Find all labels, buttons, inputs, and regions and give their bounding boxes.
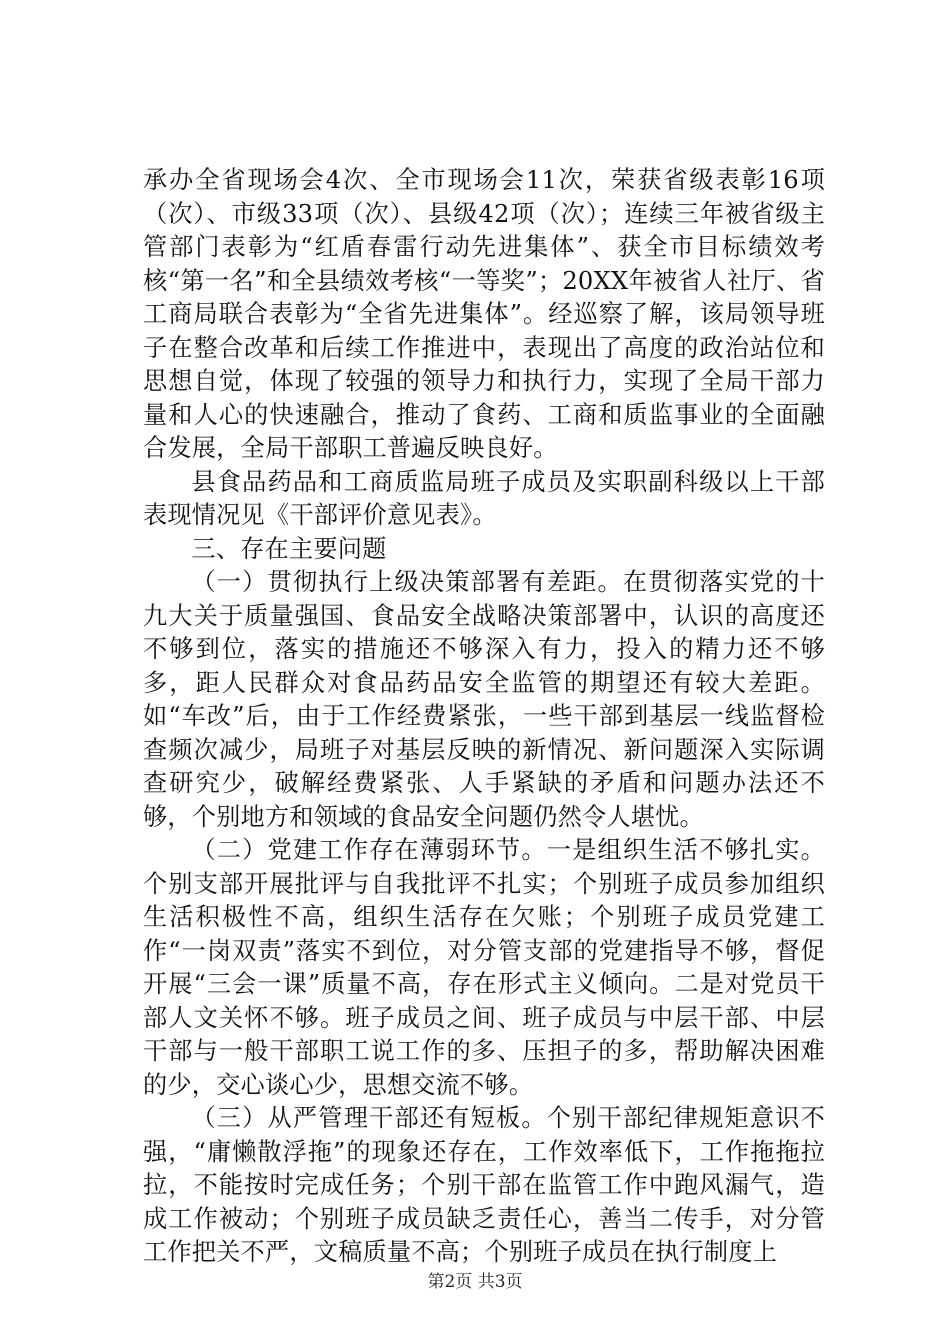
paragraph-problem-1: （一）贯彻执行上级决策部署有差距。在贯彻落实党的十九大关于质量强国、食品安全战略决策部署中，认识的高度还不够到位，落实的措施还不够深入有力，投入的精力还不够多，距人民群众对食品药品安全监管的期望还有较大差距。如“车改”后，由于工作经费紧张，一些干部到基层一线监督检查频次减少，局班子对基层反映的新情况、新问题深入实际调查研究少，破解经费紧张、人手紧缺的矛盾和问题办法还不够，个别地方和领域的食品安全问题仍然令人堪忧。 <box>143 568 825 831</box>
section-heading-main-problems: 三、存在主要问题 <box>191 534 387 563</box>
document-body <box>143 164 825 1270</box>
paragraph-achievements-continued: 承办全省现场会4次、全市现场会11次，荣获省级表彰16项（次）、市级33项（次）、县级42项（次）；连续三年被省级主管部门表彰为“红盾春雷行动先进集体”、获全市目标绩效考核“第一名”和全县绩效考核“一等奖”；20XX年被省人社厅、省工商局联合表彰为“全省先进集体”。经巡察了解，该局领导班子在整合改革和后续工作推进中，表现出了高度的政治站位和思想自觉，体现了较强的领导力和执行力，实现了全局干部力量和人心的快速融合，推动了食药、工商和质监事业的全面融合发展，全局干部职工普遍反映良好。 <box>143 166 825 462</box>
page-number-footer: 第2页 共3页 <box>427 1272 523 1292</box>
paragraph-cadre-evaluation: 县食品药品和工商质监局班子成员及实职副科级以上干部表现情况见《干部评价意见表》。 <box>143 467 825 529</box>
paragraph-problem-2: （二）党建工作存在薄弱环节。一是组织生活不够扎实。个别支部开展批评与自我批评不扎实；个别班子成员参加组织生活积极性不高，组织生活存在欠账；个别班子成员党建工作“一岗双责”落实不到位，对分管支部的党建指导不够，督促开展“三会一课”质量不高，存在形式主义倾向。二是对党员干部人文关怀不够。班子成员之间、班子成员与中层干部、中层干部与一般干部职工说工作的多、压担子的多，帮助解决困难的少，交心谈心少，思想交流不够。 <box>143 836 825 1099</box>
paragraph-problem-3: （三）从严管理干部还有短板。个别干部纪律规矩意识不强，“庸懒散浮拖”的现象还存在，工作效率低下，工作拖拖拉拉，不能按时完成任务；个别干部在监管工作中跑风漏气，造成工作被动；个别班子成员缺乏责任心，善当二传手，对分管工作把关不严，文稿质量不高；个别班子成员在执行制度上 <box>143 1104 825 1266</box>
